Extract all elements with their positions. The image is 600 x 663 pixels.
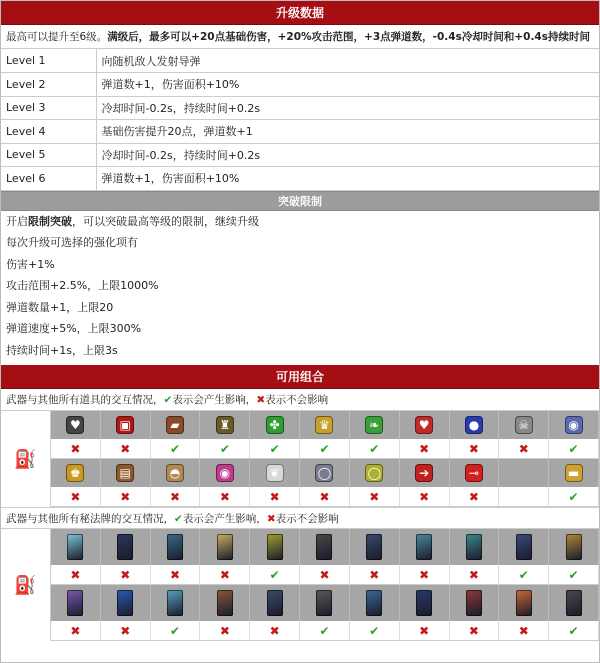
arcana-card-row [51, 585, 599, 621]
arcana-cell [300, 529, 350, 565]
arcana-card-icon [267, 590, 283, 616]
arcana-card-icon [316, 534, 332, 560]
arcana-cell [200, 585, 250, 621]
cross-mark: ✖ [101, 621, 151, 640]
limit-intro-pre: 开启 [6, 214, 28, 228]
limit-break-intro [6, 211, 599, 233]
cross-mark: ✖ [450, 565, 500, 584]
item-mark-row [51, 487, 599, 507]
cross-mark: ✖ [499, 439, 549, 458]
check-mark: ✔ [350, 621, 400, 640]
arcana-cell [200, 529, 250, 565]
cross-mark: ✖ [300, 565, 350, 584]
level-row [1, 49, 599, 73]
arcana-card-row [51, 529, 599, 565]
item-cell [200, 411, 250, 439]
note-mid: 表示会产生影响， [172, 394, 257, 406]
helmet-icon: ◓ [166, 464, 184, 482]
limit-line: 持续时间+1s，上限3s [6, 343, 118, 357]
check-mark: ✔ [300, 439, 350, 458]
item-cell [350, 459, 400, 487]
weapon-cell [1, 411, 51, 507]
arcana-grid [1, 529, 599, 641]
level-row [1, 120, 599, 144]
empty-cell [499, 487, 549, 506]
note-pre: 武器与其他所有道具的交互情况， [6, 394, 164, 406]
cross-mark: ✖ [101, 487, 151, 506]
cross-mark: ✖ [250, 621, 300, 640]
arcana-card-icon [516, 590, 532, 616]
note-pre: 武器与其他所有秘法牌的交互情况， [6, 513, 174, 525]
arcana-cell [350, 529, 400, 565]
arcana-card-icon [416, 534, 432, 560]
cross-mark: ✖ [101, 439, 151, 458]
arcana-cell [51, 529, 101, 565]
feather-icon: ❧ [365, 416, 383, 434]
limit-line: 每次升级可选择的强化项有 [6, 236, 138, 249]
red-magnet-icon: ⊸ [465, 464, 483, 482]
arcana-cell [549, 585, 599, 621]
check-mark: ✔ [350, 439, 400, 458]
item-cell [300, 459, 350, 487]
arcana-cell [400, 529, 450, 565]
limit-line: 攻击范围+2.5%，上限1000% [6, 279, 159, 292]
level-label: Level 4 [1, 120, 96, 144]
cross-mark: ✖ [450, 439, 500, 458]
note-post: 表示不会影响 [275, 513, 339, 525]
arcana-note [1, 507, 599, 529]
item-cell [250, 411, 300, 439]
cross-mark: ✖ [499, 621, 549, 640]
weapon-cell [1, 529, 51, 641]
level-row [1, 96, 599, 120]
arcana-cell [549, 529, 599, 565]
arcana-card-icon [117, 590, 133, 616]
cross-mark: ✖ [151, 565, 201, 584]
arcana-card-icon [566, 534, 582, 560]
level-effect: 冷却时间-0.2s，持续时间+0.2s [96, 96, 599, 120]
arcana-cell [101, 585, 151, 621]
limit-break-section [1, 211, 599, 362]
item-cell [151, 459, 201, 487]
limit-line: 弹道速度+5%，上限300% [6, 322, 142, 335]
item-cell [450, 459, 500, 487]
arcana-cell [151, 585, 201, 621]
item-cell [200, 459, 250, 487]
cross-mark: ✖ [300, 487, 350, 506]
item-cell [549, 411, 599, 439]
item-cell [549, 459, 599, 487]
arcana-card-icon [267, 534, 283, 560]
cross-mark: ✖ [151, 487, 201, 506]
check-mark: ✔ [549, 565, 599, 584]
arcana-cell [101, 529, 151, 565]
cross-mark: ✖ [200, 565, 250, 584]
red-arrow-icon: ➔ [415, 464, 433, 482]
check-mark: ✔ [250, 565, 300, 584]
item-cell [499, 459, 549, 487]
arcana-card-icon [366, 590, 382, 616]
item-cell [151, 411, 201, 439]
missile-launcher-icon: ⛽ [14, 448, 37, 470]
cross-mark: ✖ [51, 621, 101, 640]
item-cell [499, 411, 549, 439]
dark-heart-icon: ♥ [66, 416, 84, 434]
item-cell [101, 459, 151, 487]
arcana-card-icon [466, 590, 482, 616]
arcana-cell [400, 585, 450, 621]
cross-mark: ✖ [51, 439, 101, 458]
arcana-card-icon [366, 534, 382, 560]
arcana-cell [51, 585, 101, 621]
arcana-card-icon [167, 534, 183, 560]
heart-icon: ♥ [415, 416, 433, 434]
note-mid: 表示会产生影响， [182, 513, 267, 525]
arcana-card-icon [466, 534, 482, 560]
summary-text: 最高可以提升至6级。 [6, 31, 108, 43]
level-label: Level 6 [1, 167, 96, 191]
cross-mark: ✖ [51, 487, 101, 506]
golden-crown-icon: ♚ [66, 464, 84, 482]
pink-orb-icon: ◉ [216, 464, 234, 482]
arcana-mark-row [51, 565, 599, 585]
level-row [1, 167, 599, 191]
item-icon-row [51, 459, 599, 487]
level-effect: 冷却时间-0.2s，持续时间+0.2s [96, 143, 599, 167]
crown-icon: ♛ [315, 416, 333, 434]
red-tome-icon: ▣ [116, 416, 134, 434]
item-icon-row [51, 411, 599, 439]
check-mark: ✔ [151, 621, 201, 640]
arcana-card-icon [566, 590, 582, 616]
level-row [1, 143, 599, 167]
arcana-cell [350, 585, 400, 621]
item-cell [400, 411, 450, 439]
cross-icon: ✖ [256, 394, 266, 406]
check-mark: ✔ [151, 439, 201, 458]
check-mark: ✔ [250, 439, 300, 458]
item-cell [450, 411, 500, 439]
arcana-card-icon [67, 534, 83, 560]
limit-intro-post: ，可以突破最高等级的限制，继续升级 [72, 214, 259, 228]
items-grid [1, 411, 599, 507]
max-level-summary [1, 25, 599, 49]
cross-mark: ✖ [101, 565, 151, 584]
arcana-cell [450, 529, 500, 565]
arcana-card-icon [416, 590, 432, 616]
item-mark-row [51, 439, 599, 459]
cross-mark: ✖ [400, 439, 450, 458]
item-cell [350, 411, 400, 439]
item-cell [300, 411, 350, 439]
arcana-card-icon [217, 590, 233, 616]
level-label: Level 2 [1, 73, 96, 97]
arcana-cell [151, 529, 201, 565]
item-cell [400, 459, 450, 487]
gold-ring-icon: ◯ [365, 464, 383, 482]
upgrade-data-header: 升级数据 [1, 1, 599, 25]
limit-line: 伤害+1% [6, 257, 55, 271]
level-effect: 向随机敌人发射导弹 [96, 49, 599, 73]
cross-mark: ✖ [400, 621, 450, 640]
cross-mark: ✖ [200, 487, 250, 506]
check-mark: ✔ [200, 439, 250, 458]
check-mark: ✔ [549, 487, 599, 506]
blue-orb-icon: ● [465, 416, 483, 434]
book-icon: ▤ [116, 464, 134, 482]
level-table [1, 49, 599, 191]
arcana-card-icon [67, 590, 83, 616]
item-cell [51, 459, 101, 487]
skull-icon: ☠ [515, 416, 533, 434]
level-effect: 弹道数+1，伤害面积+10% [96, 167, 599, 191]
wings-icon: ❦ [266, 464, 284, 482]
arcana-cell [250, 585, 300, 621]
level-label: Level 5 [1, 143, 96, 167]
arcana-card-icon [516, 534, 532, 560]
cross-mark: ✖ [400, 565, 450, 584]
arcana-card-icon [217, 534, 233, 560]
cross-mark: ✖ [350, 565, 400, 584]
combo-header: 可用组合 [1, 365, 599, 389]
cross-mark: ✖ [51, 565, 101, 584]
note-post: 表示不会影响 [265, 394, 329, 406]
arcana-card-icon [167, 590, 183, 616]
level-row [1, 73, 599, 97]
arcana-cell [499, 585, 549, 621]
clover-icon: ✤ [266, 416, 284, 434]
level-effect: 基础伤害提升20点，弹道数+1 [96, 120, 599, 144]
limit-intro-bold: 限制突破 [28, 214, 72, 228]
cross-mark: ✖ [400, 487, 450, 506]
gold-bar-icon: ▬ [565, 464, 583, 482]
level-label: Level 3 [1, 96, 96, 120]
missile-launcher-icon: ⛽ [14, 574, 37, 596]
check-icon: ✔ [163, 394, 173, 406]
cross-mark: ✖ [450, 621, 500, 640]
limit-break-header: 突破限制 [1, 191, 599, 211]
check-mark: ✔ [499, 565, 549, 584]
summary-bold-text: 满级后，最多可以+20点基础伤害，+20%攻击范围，+3点弹道数，-0.4s冷却时间和+0.4s持续时间 [107, 31, 590, 43]
level-label: Level 1 [1, 49, 96, 73]
item-cell [250, 459, 300, 487]
cross-mark: ✖ [250, 487, 300, 506]
arcana-cell [300, 585, 350, 621]
candelabra-icon: ♜ [216, 416, 234, 434]
cross-mark: ✖ [200, 621, 250, 640]
check-mark: ✔ [300, 621, 350, 640]
arcana-cell [250, 529, 300, 565]
cross-mark: ✖ [350, 487, 400, 506]
arcana-card-icon [117, 534, 133, 560]
cross-mark: ✖ [450, 487, 500, 506]
check-mark: ✔ [549, 621, 599, 640]
item-cell [51, 411, 101, 439]
cross-icon: ✖ [266, 513, 276, 525]
arcana-card-icon [316, 590, 332, 616]
limit-line: 弹道数量+1，上限20 [6, 300, 114, 314]
bracer-icon: ▰ [166, 416, 184, 434]
ring-orb-icon: ◉ [565, 416, 583, 434]
level-effect: 弹道数+1，伤害面积+10% [96, 73, 599, 97]
item-cell [101, 411, 151, 439]
items-note [1, 389, 599, 411]
silver-ring-icon: ◯ [315, 464, 333, 482]
arcana-mark-row [51, 621, 599, 641]
arcana-cell [450, 585, 500, 621]
check-mark: ✔ [549, 439, 599, 458]
arcana-cell [499, 529, 549, 565]
check-icon: ✔ [174, 513, 183, 525]
